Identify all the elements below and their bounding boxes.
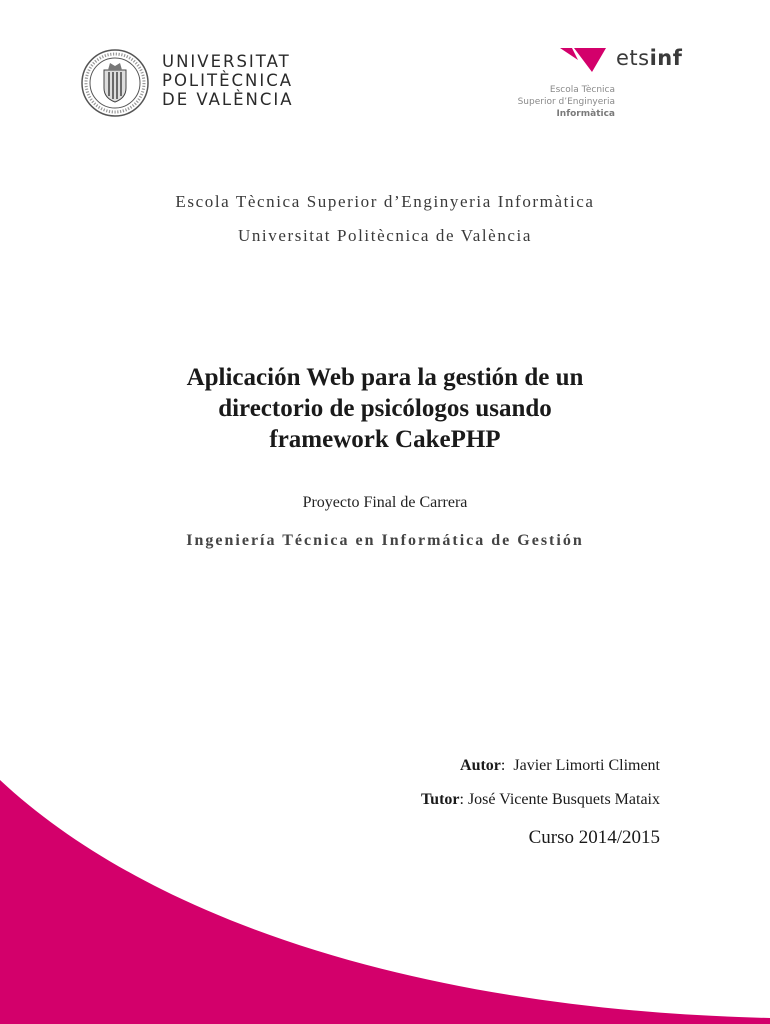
tutor-label: Tutor — [420, 791, 460, 808]
university-name: Universitat Politècnica de València — [237, 226, 533, 245]
tutor-line: Tutor: José Vicente Busquets Mataix — [420, 791, 660, 808]
etsinf-word-regular: ets — [616, 46, 650, 70]
etsinf-sub-line: Escola Tècnica — [549, 85, 615, 95]
upv-name-line: POLITÈCNICA — [162, 71, 294, 90]
tutor-name: José Vicente Busquets Mataix — [467, 791, 660, 808]
etsinf-mark-icon — [560, 44, 608, 74]
etsinf-sub-line-bold: Informàtica — [556, 109, 615, 119]
upv-logo — [80, 48, 310, 118]
author-name: Javier Limorti Climent — [513, 757, 660, 774]
etsinf-logo — [480, 44, 700, 124]
title-line: Aplicación Web para la gestión de un — [186, 364, 584, 391]
title-line: framework CakePHP — [269, 426, 501, 453]
author-line: Autor: Javier Limorti Climent — [460, 757, 660, 774]
author-label: Autor — [460, 757, 501, 774]
project-type: Proyecto Final de Carrera — [302, 494, 468, 511]
document-title — [100, 362, 670, 455]
etsinf-wordmark — [616, 46, 682, 70]
upv-name-line: DE VALÈNCIA — [162, 90, 294, 109]
upv-seal-icon — [80, 48, 150, 118]
course-year: Curso 2014/2015 — [528, 827, 660, 848]
upv-name — [162, 52, 322, 109]
title-line: directorio de psicólogos usando — [218, 395, 552, 422]
etsinf-subtitle — [518, 84, 615, 120]
school-name: Escola Tècnica Superior d’Enginyeria Informàtica — [175, 192, 595, 211]
etsinf-sub-line: Superior d’Enginyeria — [517, 97, 615, 107]
upv-name-line: UNIVERSITAT — [162, 52, 291, 71]
etsinf-word-bold: inf — [649, 46, 683, 70]
degree-name: Ingeniería Técnica en Informática de Gestión — [186, 532, 584, 549]
